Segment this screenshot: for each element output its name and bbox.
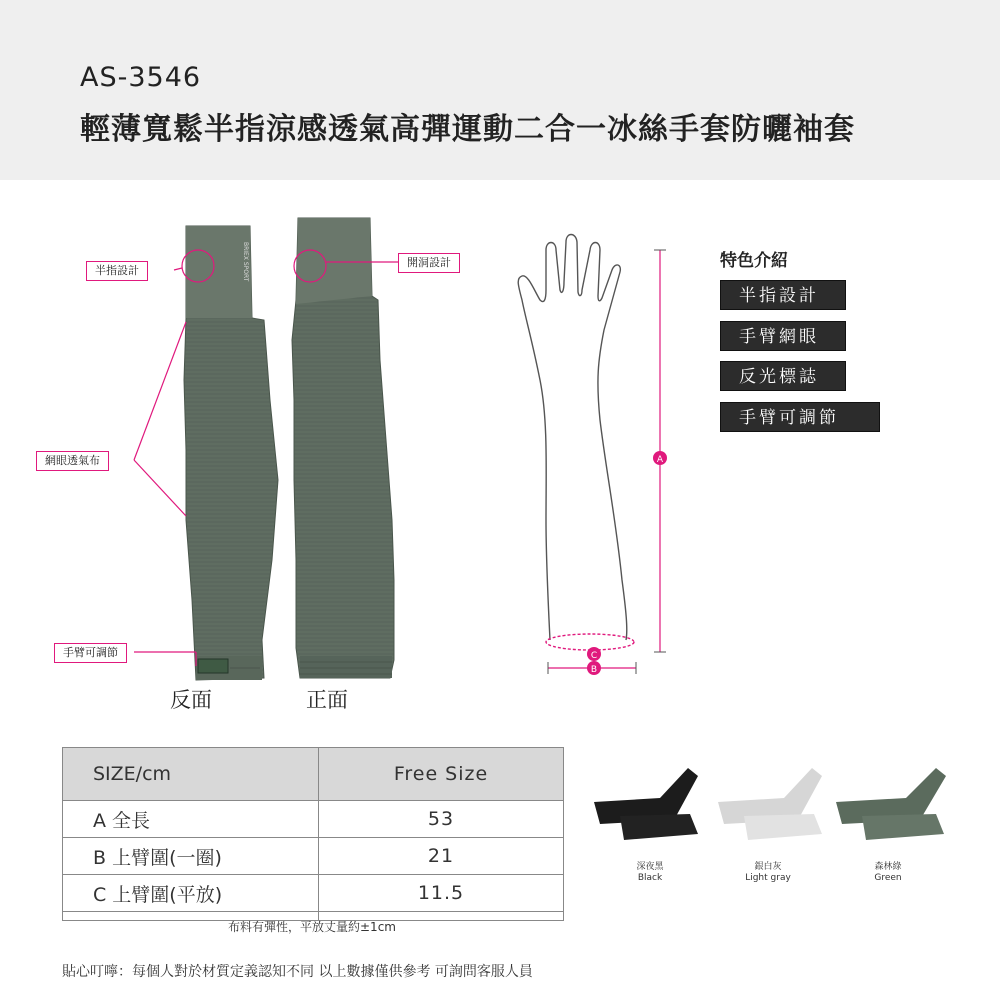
front-label: 正面 (306, 688, 348, 712)
row-value: 21 (319, 838, 564, 875)
table-row (63, 838, 564, 875)
row-label: C 上臂圍(平放) (63, 875, 319, 912)
callout-adjust: 手臂可調節 (54, 643, 127, 663)
row-label: B 上臂圍(一圈) (63, 838, 319, 875)
swatch-gray (718, 768, 822, 840)
product-title: 輕薄寬鬆半指涼感透氣高彈運動二合一冰絲手套防曬袖套 (80, 112, 855, 147)
size-header: SIZE/cm (63, 748, 319, 801)
table-row (63, 801, 564, 838)
row-value: 53 (319, 801, 564, 838)
callout-mesh: 網眼透氣布 (36, 451, 109, 471)
brand-text: BRIEX SPORT (242, 242, 249, 282)
free-size-header: Free Size (319, 748, 564, 801)
product-model: AS-3546 (80, 62, 202, 93)
marker-b: B (590, 665, 598, 675)
sleeve-reverse (184, 226, 278, 680)
feature-item: 手臂可調節 (720, 402, 880, 432)
callout-hole: 開洞設計 (398, 253, 460, 273)
features-title: 特色介紹 (720, 251, 788, 271)
arm-diagram (518, 235, 627, 641)
feature-item: 反光標誌 (720, 361, 846, 391)
swatch-green-label: 森林綠 Green (874, 862, 902, 883)
swatch-black (594, 768, 698, 840)
measure-note: 布料有彈性，平放丈量約±1cm (228, 920, 396, 934)
table-header-row (63, 748, 564, 801)
footer-note: 貼心叮嚀：每個人對於材質定義認知不同 以上數據僅供參考 可詢問客服人員 (62, 964, 533, 980)
swatch-gray-label: 銀白灰 Light gray (745, 862, 791, 883)
row-value: 11.5 (319, 875, 564, 912)
color-swatches (580, 758, 980, 858)
callout-half-finger: 半指設計 (86, 261, 148, 281)
table-row (63, 875, 564, 912)
swatch-green (836, 768, 946, 840)
sleeve-front (292, 218, 394, 678)
swatch-black-label: 深夜黑 Black (636, 862, 664, 883)
size-table (62, 747, 564, 921)
marker-c: C (590, 651, 598, 661)
row-label: A 全長 (63, 801, 319, 838)
feature-item: 半指設計 (720, 280, 846, 310)
feature-item: 手臂網眼 (720, 321, 846, 351)
reverse-label: 反面 (170, 688, 212, 712)
marker-a: A (656, 455, 664, 465)
